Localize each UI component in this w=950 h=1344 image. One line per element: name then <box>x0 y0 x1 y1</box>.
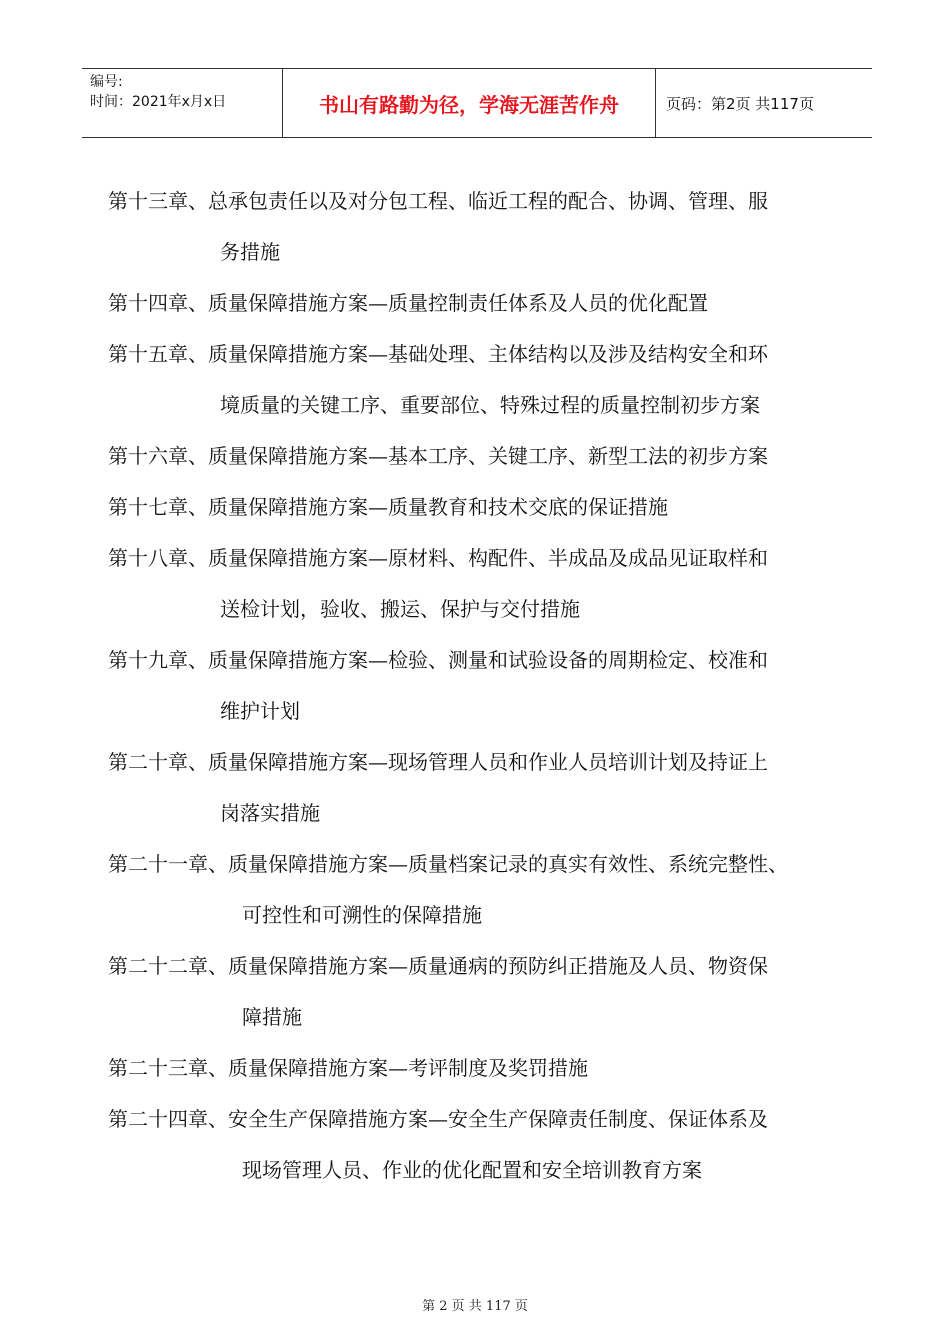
toc-entry-title: 第十三章、总承包责任以及对分包工程、临近工程的配合、协调、管理、服 <box>108 189 768 213</box>
toc-entry-title: 第十五章、质量保障措施方案—基础处理、主体结构以及涉及结构安全和环 <box>108 342 768 366</box>
toc-entry-continuation: 现场管理人员、作业的优化配置和安全培训教育方案 <box>242 1158 702 1182</box>
toc-entry-title: 第二十三章、质量保障措施方案—考评制度及奖罚措施 <box>108 1056 588 1080</box>
toc-entry-title: 第二十四章、安全生产保障措施方案—安全生产保障责任制度、保证体系及 <box>108 1107 768 1131</box>
header-meta <box>82 69 282 137</box>
page-footer: 第 2 页 共 117 页 <box>422 1299 528 1314</box>
toc-entry <box>108 839 868 941</box>
toc-entry-title: 第十四章、质量保障措施方案—质量控制责任体系及人员的优化配置 <box>108 291 708 315</box>
header-page-info: 页码：第2页 共117页 <box>666 94 814 113</box>
toc-entry-continuation: 送检计划，验收、搬运、保护与交付措施 <box>220 597 580 621</box>
toc-entry-title: 第二十章、质量保障措施方案—现场管理人员和作业人员培训计划及持证上 <box>108 750 768 774</box>
toc-entry <box>108 533 868 635</box>
toc-entry-continuation: 障措施 <box>242 1005 302 1029</box>
toc-entry <box>108 431 868 482</box>
toc-entry-continuation: 维护计划 <box>220 699 300 723</box>
toc-entry <box>108 1043 868 1094</box>
document-time: 时间：2021年x月x日 <box>90 94 227 110</box>
page-header <box>82 68 872 138</box>
toc-entry <box>108 1094 868 1196</box>
toc-entry-continuation: 境质量的关键工序、重要部位、特殊过程的质量控制初步方案 <box>220 393 760 417</box>
toc-entry-title: 第十八章、质量保障措施方案—原材料、构配件、半成品及成品见证取样和 <box>108 546 768 570</box>
toc-entry-continuation: 务措施 <box>220 240 280 264</box>
toc-entry <box>108 737 868 839</box>
toc-entry <box>108 635 868 737</box>
document-number-label: 编号: <box>90 74 123 90</box>
toc-entry-title: 第十六章、质量保障措施方案—基本工序、关键工序、新型工法的初步方案 <box>108 444 768 468</box>
toc-entry <box>108 482 868 533</box>
toc-entry-continuation: 可控性和可溯性的保障措施 <box>242 903 482 927</box>
toc-entry-title: 第二十一章、质量保障措施方案—质量档案记录的真实有效性、系统完整性、 <box>108 852 788 876</box>
toc-entry <box>108 176 868 278</box>
toc-entry-continuation: 岗落实措施 <box>220 801 320 825</box>
toc-entry <box>108 941 868 1043</box>
toc-entry-title: 第十九章、质量保障措施方案—检验、测量和试验设备的周期检定、校准和 <box>108 648 768 672</box>
header-motto: 书山有路勤为径，学海无涯苦作舟 <box>282 69 656 137</box>
toc-entry <box>108 329 868 431</box>
table-of-contents <box>108 176 868 1196</box>
toc-entry-title: 第十七章、质量保障措施方案—质量教育和技术交底的保证措施 <box>108 495 668 519</box>
toc-entry-title: 第二十二章、质量保障措施方案—质量通病的预防纠正措施及人员、物资保 <box>108 954 768 978</box>
toc-entry <box>108 278 868 329</box>
